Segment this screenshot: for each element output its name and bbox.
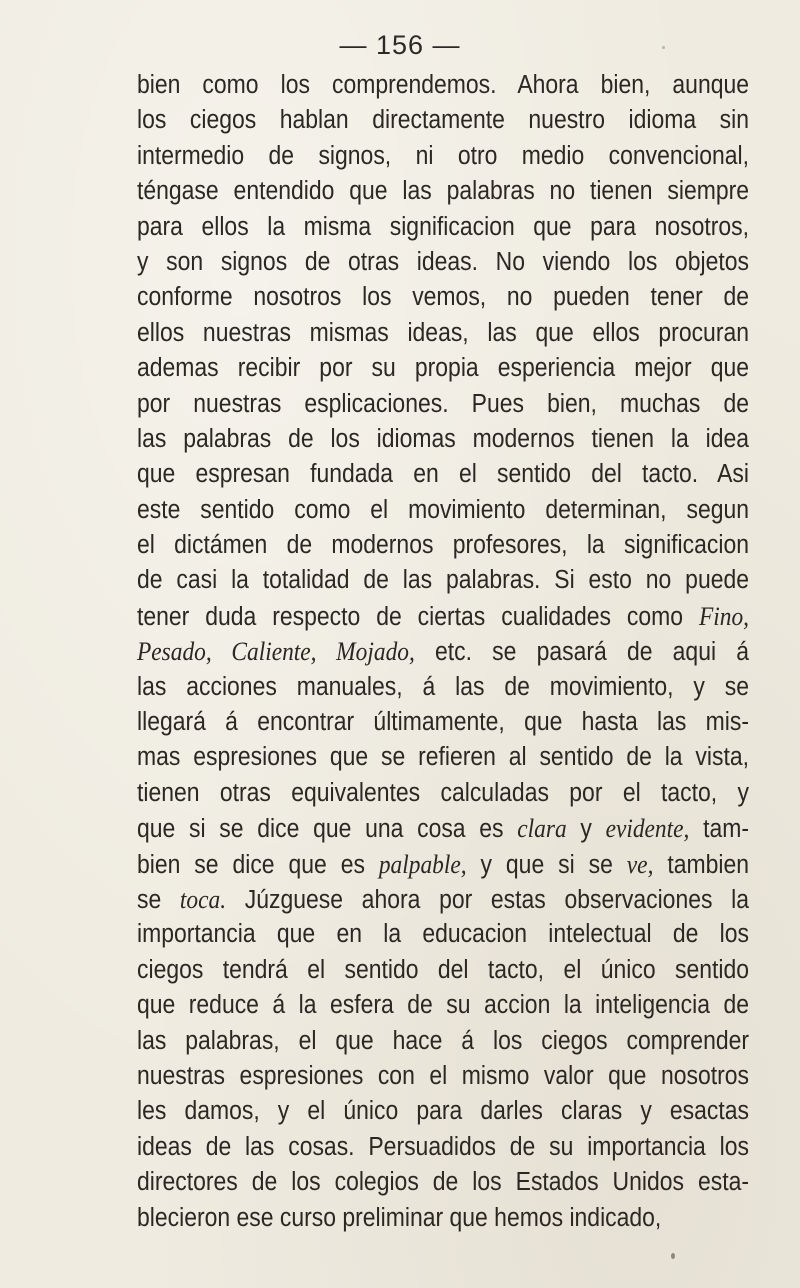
text-line	[137, 599, 749, 634]
text-line	[137, 493, 749, 528]
text-run: importancia que en la educacion intelectual de los	[137, 920, 749, 949]
ink-speck	[671, 1253, 675, 1259]
text-run: las acciones manuales, á las de movimiento, y se	[137, 672, 749, 701]
text-run: que espresan fundada en el sentido del tacto. Asi	[137, 460, 749, 489]
text-run: los ciegos hablan directamente nuestro idioma sin	[137, 106, 749, 135]
text-line	[137, 670, 749, 705]
text-line	[137, 811, 749, 846]
text-line	[137, 316, 749, 351]
text-line	[137, 847, 749, 882]
text-line	[137, 917, 749, 952]
text-line	[137, 103, 749, 138]
text-line	[137, 210, 749, 245]
text-run: y	[566, 815, 606, 844]
italic-text: Fino,	[698, 601, 749, 631]
text-line	[137, 351, 749, 386]
text-run: les damos, y el único para darles claras y esactas	[137, 1097, 749, 1126]
text-line	[137, 988, 749, 1023]
text-line	[137, 1024, 749, 1059]
text-run: de casi la totalidad de las palabras. Si esto no puede	[137, 566, 749, 595]
text-line	[137, 776, 749, 811]
text-run: y son signos de otras ideas. No viendo los objetos	[137, 247, 749, 276]
text-run: las palabras, el que hace á los ciegos comprender	[137, 1026, 749, 1055]
text-run: ideas de las cosas. Persuadidos de su importancia los	[137, 1132, 749, 1161]
text-line	[137, 528, 749, 563]
text-line	[137, 882, 749, 917]
text-run: se	[137, 885, 180, 914]
text-run: las palabras de los idiomas modernos tienen la idea	[137, 424, 749, 453]
text-line	[137, 422, 749, 457]
text-line	[137, 1165, 749, 1200]
text-line	[137, 68, 749, 103]
italic-text: evidente,	[605, 814, 690, 844]
text-line	[137, 1130, 749, 1165]
body-text	[137, 68, 749, 1236]
page-number: — 156 —	[339, 30, 461, 60]
italic-text: clara	[517, 814, 567, 844]
text-line	[137, 245, 749, 280]
text-run: tam-	[689, 815, 749, 844]
text-run: ademas recibir por su propia esperiencia mejor que	[137, 354, 749, 383]
text-run: tambien	[653, 850, 749, 879]
text-line	[137, 705, 749, 740]
text-run: el dictámen de modernos profesores, la significacion	[137, 531, 749, 560]
ink-speck	[662, 46, 665, 49]
text-line	[137, 387, 749, 422]
text-run: tener duda respecto de ciertas cualidades como	[137, 602, 699, 631]
text-run: llegará á encontrar últimamente, que hasta las mis-	[137, 708, 749, 737]
text-run: téngase entendido que las palabras no tienen siempre	[137, 177, 749, 206]
text-line	[137, 1059, 749, 1094]
text-run: este sentido como el movimiento determinan, segun	[137, 495, 749, 524]
text-run: que reduce á la esfera de su accion la inteligencia de	[137, 991, 749, 1020]
text-line	[137, 457, 749, 492]
italic-text: Pesado, Caliente, Mojado,	[137, 637, 415, 667]
text-run: bien se dice que es	[137, 850, 379, 879]
text-line	[137, 139, 749, 174]
text-run: ellos nuestras mismas ideas, las que ellos procuran	[137, 318, 749, 347]
text-run: ciegos tendrá el sentido del tacto, el único sentido	[137, 955, 749, 984]
text-run: directores de los colegios de los Estados Unidos esta-	[137, 1168, 749, 1197]
text-run: nuestras espresiones con el mismo valor que nosotros	[137, 1061, 749, 1090]
text-line	[137, 563, 749, 598]
text-run: intermedio de signos, ni otro medio convencional,	[137, 141, 749, 170]
text-run: por nuestras esplicaciones. Pues bien, muchas de	[137, 389, 749, 418]
text-line	[137, 953, 749, 988]
text-run: blecieron ese curso preliminar que hemos indicado,	[137, 1203, 662, 1232]
italic-text: ve,	[626, 849, 654, 879]
text-line	[137, 1094, 749, 1129]
text-run: tienen otras equivalentes calculadas por el tacto, y	[137, 778, 749, 807]
text-run: que si se dice que una cosa es	[137, 815, 518, 844]
text-run: mas espresiones que se refieren al sentido de la vista,	[137, 743, 749, 772]
text-line	[137, 634, 749, 669]
italic-text: palpable,	[378, 849, 467, 879]
text-line	[137, 280, 749, 315]
text-run: y que si se	[466, 850, 627, 879]
text-run: conforme nosotros los vemos, no pueden tener de	[137, 283, 749, 312]
text-run: para ellos la misma significacion que para nosotros,	[137, 212, 749, 241]
text-line	[137, 174, 749, 209]
text-line	[137, 740, 749, 775]
text-run: etc. se pasará de aqui á	[414, 638, 749, 667]
text-run: bien como los comprendemos. Ahora bien, aunque	[137, 71, 749, 99]
italic-text: toca.	[179, 884, 227, 914]
text-line	[137, 1201, 749, 1236]
text-run: Júzguese ahora por estas observaciones la	[226, 885, 749, 914]
